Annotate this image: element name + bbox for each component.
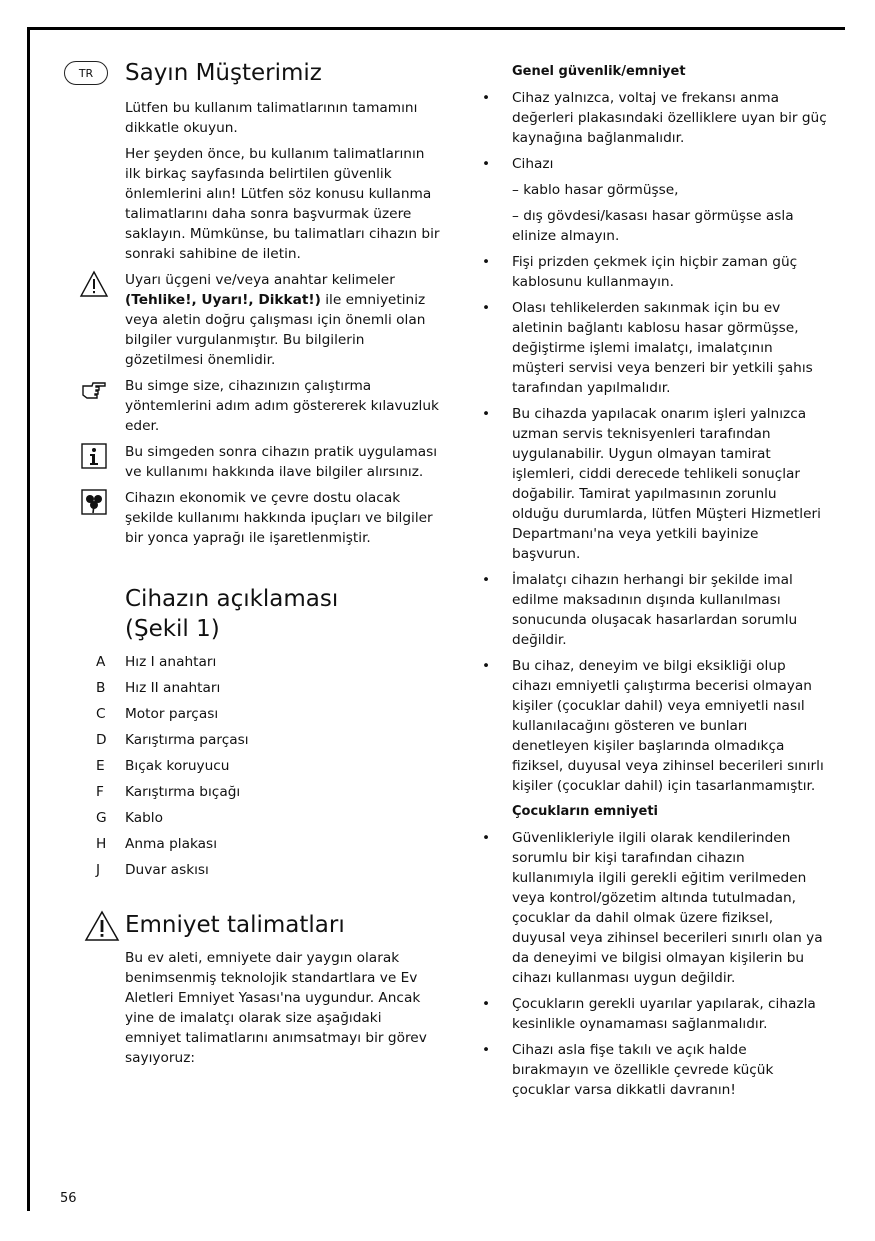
list-item: G Kablo: [96, 810, 163, 826]
list-item: J Duvar askısı: [96, 862, 209, 878]
list-item: • Fişi prizden çekmek için hiçbir zaman güç kablosunu kullanmayın.: [482, 254, 798, 290]
info-icon: [79, 442, 109, 472]
parts-list: [96, 652, 440, 880]
safety-title: Emniyet talimatları: [125, 912, 345, 938]
description-title-line2: (Şekil 1): [125, 616, 220, 642]
list-item: • Güvenlikleriyle ilgili olarak kendilerinden sorumlu bir kişi tarafından cihazın kullanımıyla ilgili gerekli eğitim verilmeden veya kontrol/gözetim altında tutulmadan, çocuklar da dahil olmak üzere fiziksel, duyusal veya zihinsel becerileri sınırlı olan ya da deneyimi ve bilgisi olmayan kişilerin bu cihazı kullanması uygun değildir.: [482, 830, 823, 986]
note-warning-keywords: (Tehlike!, Uyarı!, Dikkat!): [125, 292, 321, 308]
list-item: • Cihazı asla fişe takılı ve açık halde bırakmayın ve özellikle çevrede küçük çocuklar varsa dikkatli davranın!: [482, 1042, 774, 1098]
description-title-line1: Cihazın açıklaması: [125, 586, 339, 612]
page-frame-left: [27, 27, 30, 1211]
note-eco: [125, 488, 440, 548]
page-title: Sayın Müşterimiz: [125, 60, 322, 86]
children-safety-heading: Çocukların emniyeti: [512, 804, 658, 819]
list-item: D Karıştırma parçası: [96, 732, 249, 748]
intro-paragraph-1: Lütfen bu kullanım talimatlarının tamamını dikkatle okuyun.: [125, 100, 418, 136]
sub-item: – kablo hasar görmüşse,: [512, 182, 679, 198]
list-item: • Cihaz yalnızca, voltaj ve frekansı anma değerleri plakasındaki özelliklere uyan bir güç kaynağına bağlanmalıdır.: [482, 90, 827, 146]
clover-leaf-icon: [79, 488, 109, 518]
note-hand: [125, 376, 440, 436]
list-item: B Hız II anahtarı: [96, 680, 221, 696]
list-item: A Hız I anahtarı: [96, 654, 217, 670]
note-info-text: Bu simgeden sonra cihazın pratik uygulaması ve kullanımı hakkında ilave bilgiler alırsınız.: [125, 444, 438, 480]
intro-paragraph-2: Her şeyden önce, bu kullanım talimatlarının ilk birkaç sayfasında belirtilen güvenlik önlemlerini alın! Lütfen söz konusu kullanma talimatlarını daha sonra başvurmak üzere saklayın. Mümkünse, bu talimatları cihazın bir sonraki sahibine de iletin.: [125, 146, 440, 262]
list-item: • Bu cihaz, deneyim ve bilgi eksikliği olup cihazı emniyetli çalıştırma becerisi olmayan kişiler (çocuklar dahil) veya emniyetli nasıl kullanılacağını gösteren ve bunları denetleyen kişiler başlarında olmadıkça fiziksel, duyusal veya zihinsel becerileri sınırlı kişiler (çocuklar dahil) için tasarlanmamıştır.: [482, 658, 824, 794]
safety-paragraph: Bu ev aleti, emniyete dair yaygın olarak benimsenmiş teknolojik standartlara ve Ev Aletleri Emniyet Yasası'na uygundur. Ancak yine de imalatçı olarak size aşağıdaki emniyet talimatlarını anımsatmayı bir görev sayıyoruz:: [125, 950, 427, 1066]
note-info: [125, 442, 440, 482]
children-safety-list: [482, 828, 827, 1100]
list-item: H Anma plakası: [96, 836, 217, 852]
list-item: E Bıçak koruyucu: [96, 758, 230, 774]
sub-item: – dış gövdesi/kasası hasar görmüşse asla elinize almayın.: [512, 208, 794, 244]
safety-heading: [125, 910, 440, 940]
list-item: • Olası tehlikelerden sakınmak için bu ev aletinin bağlantı kablosu hasar görmüşse, değiştirme işlemi imalatçı, imalatçının müşteri servisi veya benzeri bir yetkili şahıs tarafından yapılmalıdır.: [482, 300, 813, 396]
page-frame-top: [27, 27, 845, 30]
language-badge: TR: [64, 61, 108, 85]
right-column: [482, 62, 827, 1106]
left-column: [96, 58, 440, 1068]
pointing-hand-icon: [79, 374, 109, 404]
note-warning-text-pre: Uyarı üçgeni ve/veya anahtar kelimeler: [125, 272, 395, 288]
list-item: • Bu cihazda yapılacak onarım işleri yalnızca uzman servis teknisyenleri tarafından uygulanabilir. Uygun olmayan tamirat işlemleri, ciddi derecede tehlikeli sonuçlar doğabilir. Tamirat yapılmasının zorunlu olduğu durumlarda, lütfen Müşteri Hizmetleri Departmanı'na veya yetkili bayinize başvurun.: [482, 406, 821, 562]
list-item: • İmalatçı cihazın herhangi bir şekilde imal edilme maksadının dışında kullanılması sonucunda oluşacak hasarlardan sorumlu değildir.: [482, 572, 798, 648]
general-safety-list: [482, 88, 827, 796]
list-item: • Çocukların gerekli uyarılar yapılarak, cihazla kesinlikle oynamaması sağlanmalıdır.: [482, 996, 816, 1032]
general-safety-heading: Genel güvenlik/emniyet: [512, 64, 686, 79]
list-item: C Motor parçası: [96, 706, 219, 722]
description-title: [125, 584, 440, 644]
list-item: F Karıştırma bıçağı: [96, 784, 241, 800]
warning-triangle-icon: [84, 910, 120, 942]
note-warning-text-post: ile emniyetiniz veya aletin doğru çalışması için önemli olan bilgiler vurgulanmıştır. Bu bilgilerin gözetilmesi önemlidir.: [125, 292, 426, 368]
note-eco-text: Cihazın ekonomik ve çevre dostu olacak şekilde kullanımı hakkında ipuçları ve bilgiler bir yonca yaprağı ile işaretlenmiştir.: [125, 490, 433, 546]
page-number: 56: [60, 1191, 77, 1206]
note-warning: [125, 270, 440, 370]
note-hand-text: Bu simge size, cihazınızın çalıştırma yöntemlerini adım adım göstererek kılavuzluk eder.: [125, 378, 439, 434]
warning-triangle-icon: [79, 270, 109, 300]
list-item: • Cihazı – kablo hasar görmüşse, – dış gövdesi/kasası hasar görmüşse asla elinize almayın.: [512, 154, 827, 246]
